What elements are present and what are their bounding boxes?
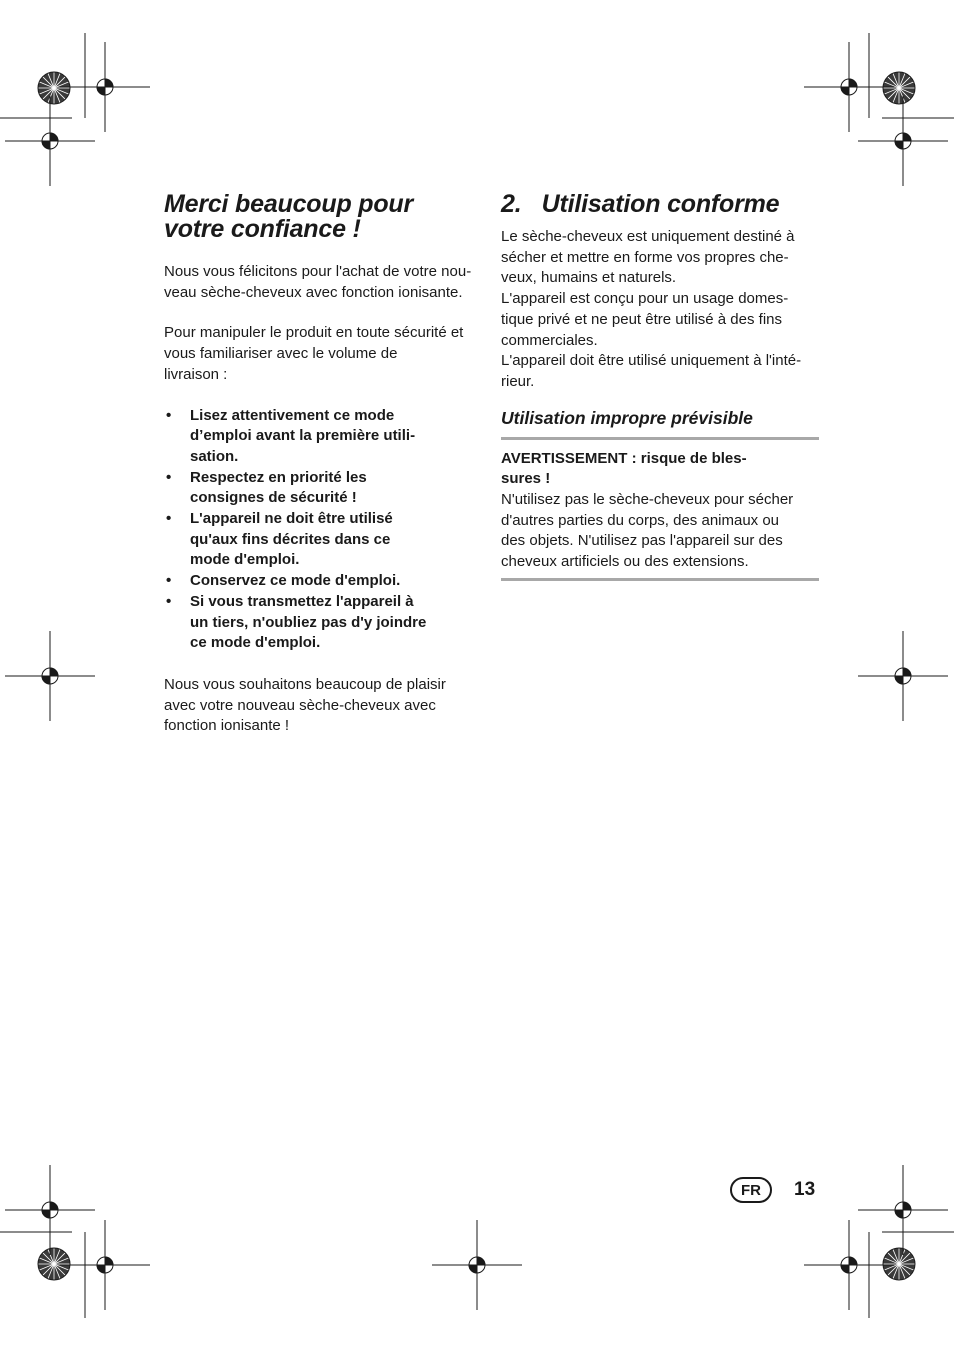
page-footer xyxy=(730,1176,815,1204)
divider xyxy=(501,437,819,440)
thanks-heading: Merci beaucoup pour votre confiance ! xyxy=(164,190,414,243)
list-item: • L'appareil ne doit être utilisé qu'aux fins décrites dans ce mode d'emploi. xyxy=(166,510,393,569)
instruction-list xyxy=(164,406,486,654)
warning-title: AVERTISSEMENT : risque de bles- sures ! xyxy=(501,449,747,488)
intended-use-paragraph: Le sèche-cheveux est uniquement destiné à sécher et mettre en forme vos propres che- veux, humains et naturels. L'appareil est conçu pour un usage domes- tique privé et ne peut être utilisé à des fins commerciales. L'appareil doit être utilisé uniquement à l'inté- rieur. xyxy=(501,228,802,390)
list-item: • Lisez attentivement ce mode d’emploi avant la première utili- sation. xyxy=(166,406,416,465)
list-item: • Conservez ce mode d'emploi. xyxy=(166,572,401,590)
divider xyxy=(501,578,819,581)
right-column xyxy=(501,192,819,581)
intro-paragraph: Nous vous félicitons pour l'achat de votre nou- veau sèche-cheveux avec fonction ionisante. xyxy=(164,263,472,301)
list-item: • Respectez en priorité les consignes de sécurité ! xyxy=(166,468,367,507)
warning-text: N'utilisez pas le sèche-cheveux pour sécher d'autres parties du corps, des animaux ou des objets. N'utilisez pas l'appareil sur des cheveux artificiels ou des extensions. xyxy=(501,491,794,571)
closing-paragraph: Nous vous souhaitons beaucoup de plaisir avec votre nouveau sèche-cheveux avec fonction ionisante ! xyxy=(164,675,446,735)
safety-intro-paragraph: Pour manipuler le produit en toute sécurité et vous familiariser avec le volume de livraison : xyxy=(164,324,464,383)
language-badge: FR xyxy=(730,1177,772,1203)
page-number: 13 xyxy=(794,1179,816,1200)
left-column xyxy=(164,192,486,737)
misuse-subheading: Utilisation impropre prévisible xyxy=(501,407,753,428)
list-item: • Si vous transmettez l'appareil à un tiers, n'oubliez pas d'y joindre ce mode d'emploi. xyxy=(166,592,427,652)
section-heading: 2. Utilisation conforme xyxy=(501,190,780,218)
